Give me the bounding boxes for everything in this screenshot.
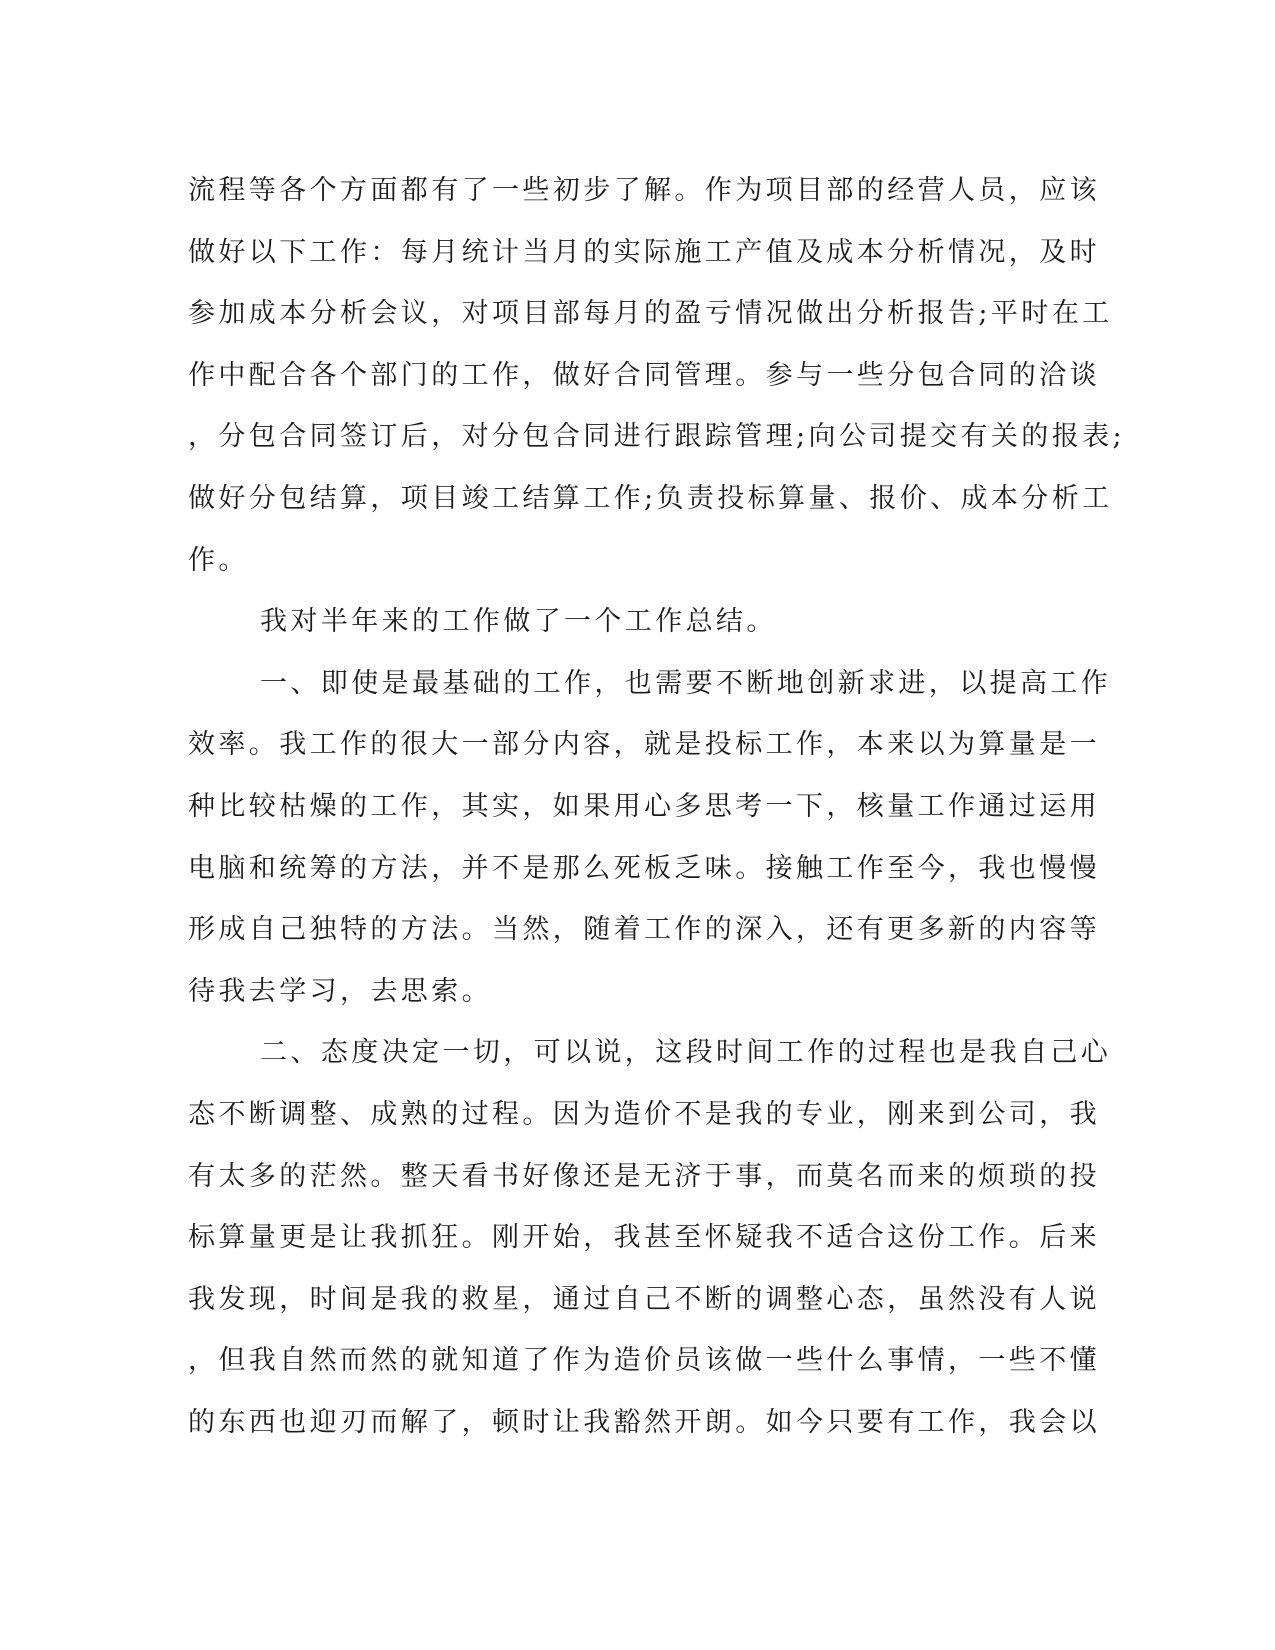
text-line: 作中配合各个部门的工作，做好合同管理。参与一些分包合同的洽谈 [188, 359, 1100, 391]
text-line: 形成自己独特的方法。当然，随着工作的深入，还有更多新的内容等 [188, 914, 1100, 946]
text-line: ，但我自然而然的就知道了作为造价员该做一些什么事情，一些不懂 [188, 1345, 1100, 1377]
text-line: 流程等各个方面都有了一些初步了解。作为项目部的经营人员，应该 [188, 175, 1100, 206]
text-line: 标算量更是让我抓狂。刚开始，我甚至怀疑我不适合这份工作。后来 [188, 1222, 1100, 1254]
text-line: 的东西也迎刃而解了，顿时让我豁然开朗。如今只要有工作，我会以 [188, 1406, 1100, 1438]
text-line: 做好分包结算，项目竣工结算工作;负责投标算量、报价、成本分析工 [188, 482, 1113, 514]
text-line: 我发现，时间是我的救星，通过自己不断的调整心态，虽然没有人说 [188, 1283, 1100, 1315]
paragraph-point-one [188, 653, 1112, 1023]
text-line: 二、态度决定一切，可以说，这段时间工作的过程也是我自己心 [260, 1037, 1112, 1069]
document-body [188, 160, 1125, 1453]
text-line: 我对半年来的工作做了一个工作总结。 [260, 606, 777, 638]
text-line: ，分包合同签订后，对分包合同进行跟踪管理;向公司提交有关的报表; [188, 421, 1125, 453]
text-line: 电脑和统筹的方法，并不是那么死板乏味。接触工作至今，我也慢慢 [188, 852, 1100, 884]
paragraph-point-two [188, 1022, 1112, 1453]
paragraph-work-duties [188, 160, 1125, 591]
text-line: 作。 [188, 544, 249, 576]
paragraph-summary-intro [188, 591, 1068, 653]
text-line: 态不断调整、成熟的过程。因为造价不是我的专业，刚来到公司，我 [188, 1098, 1100, 1130]
text-line: 一、即使是最基础的工作，也需要不断地创新求进，以提高工作 [260, 667, 1112, 699]
text-line: 参加成本分析会议，对项目部每月的盈亏情况做出分析报告;平时在工 [188, 298, 1113, 330]
text-line: 待我去学习，去思索。 [188, 975, 492, 1007]
text-line: 种比较枯燥的工作，其实，如果用心多思考一下，核量工作通过运用 [188, 790, 1100, 822]
text-line: 做好以下工作：每月统计当月的实际施工产值及成本分析情况，及时 [188, 236, 1100, 268]
text-line: 有太多的茫然。整天看书好像还是无济于事，而莫名而来的烦琐的投 [188, 1160, 1100, 1192]
text-line: 效率。我工作的很大一部分内容，就是投标工作，本来以为算量是一 [188, 729, 1100, 761]
